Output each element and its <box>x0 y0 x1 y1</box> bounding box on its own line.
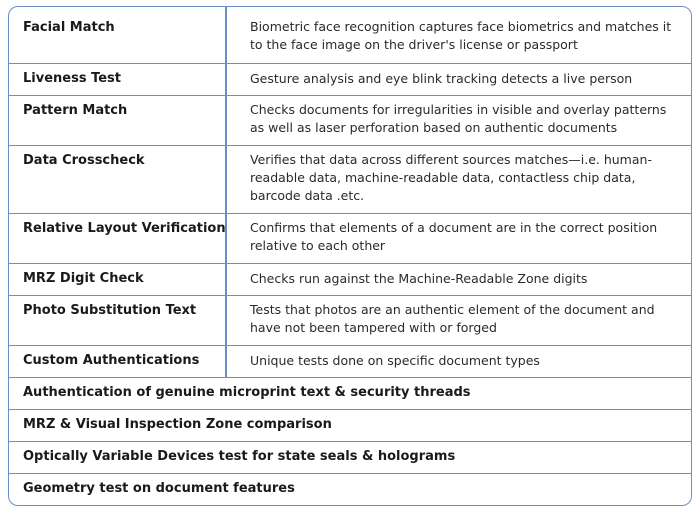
row-name: Custom Authentications <box>23 353 200 368</box>
row-name: Geometry test on document features <box>23 481 295 496</box>
row-desc: Unique tests done on specific document types <box>250 353 540 368</box>
table-row <box>9 213 691 263</box>
table-row-full <box>9 409 691 441</box>
row-desc: Verifies that data across different sources matches—i.e. human-readable data, machine-readable data, contactless chip data, barcode data .etc. <box>250 152 652 203</box>
table-row <box>9 263 691 295</box>
row-desc: Tests that photos are an authentic element of the document and have not been tampered with or forged <box>250 302 655 335</box>
row-name: Photo Substitution Text <box>23 303 197 318</box>
row-name: Pattern Match <box>23 103 128 118</box>
row-name: Optically Variable Devices test for state seals & holograms <box>23 449 456 464</box>
row-name: MRZ & Visual Inspection Zone comparison <box>23 417 332 432</box>
row-desc: Biometric face recognition captures face biometrics and matches it to the face image on the driver's license or passport <box>250 19 672 52</box>
row-name: Liveness Test <box>23 71 122 86</box>
table-row-full <box>9 473 691 506</box>
table-row <box>9 7 691 63</box>
table-row <box>9 295 691 345</box>
row-desc: Checks documents for irregularities in visible and overlay patterns as well as laser perforation based on authentic documents <box>250 102 667 135</box>
table-row-full <box>9 441 691 473</box>
row-name: Data Crosscheck <box>23 153 145 168</box>
verification-table <box>8 6 692 506</box>
table-row <box>9 63 691 95</box>
row-name: Relative Layout Verification <box>23 221 226 236</box>
table-row <box>9 345 691 377</box>
table-row-full <box>9 377 691 409</box>
row-desc: Checks run against the Machine-Readable Zone digits <box>250 271 588 286</box>
row-desc: Gesture analysis and eye blink tracking detects a live person <box>250 71 633 86</box>
row-name: Authentication of genuine microprint text & security threads <box>23 385 471 400</box>
row-name: Facial Match <box>23 20 115 35</box>
table-row <box>9 95 691 145</box>
row-desc: Confirms that elements of a document are in the correct position relative to each other <box>250 220 658 253</box>
row-name: MRZ Digit Check <box>23 271 144 286</box>
table-row <box>9 145 691 213</box>
